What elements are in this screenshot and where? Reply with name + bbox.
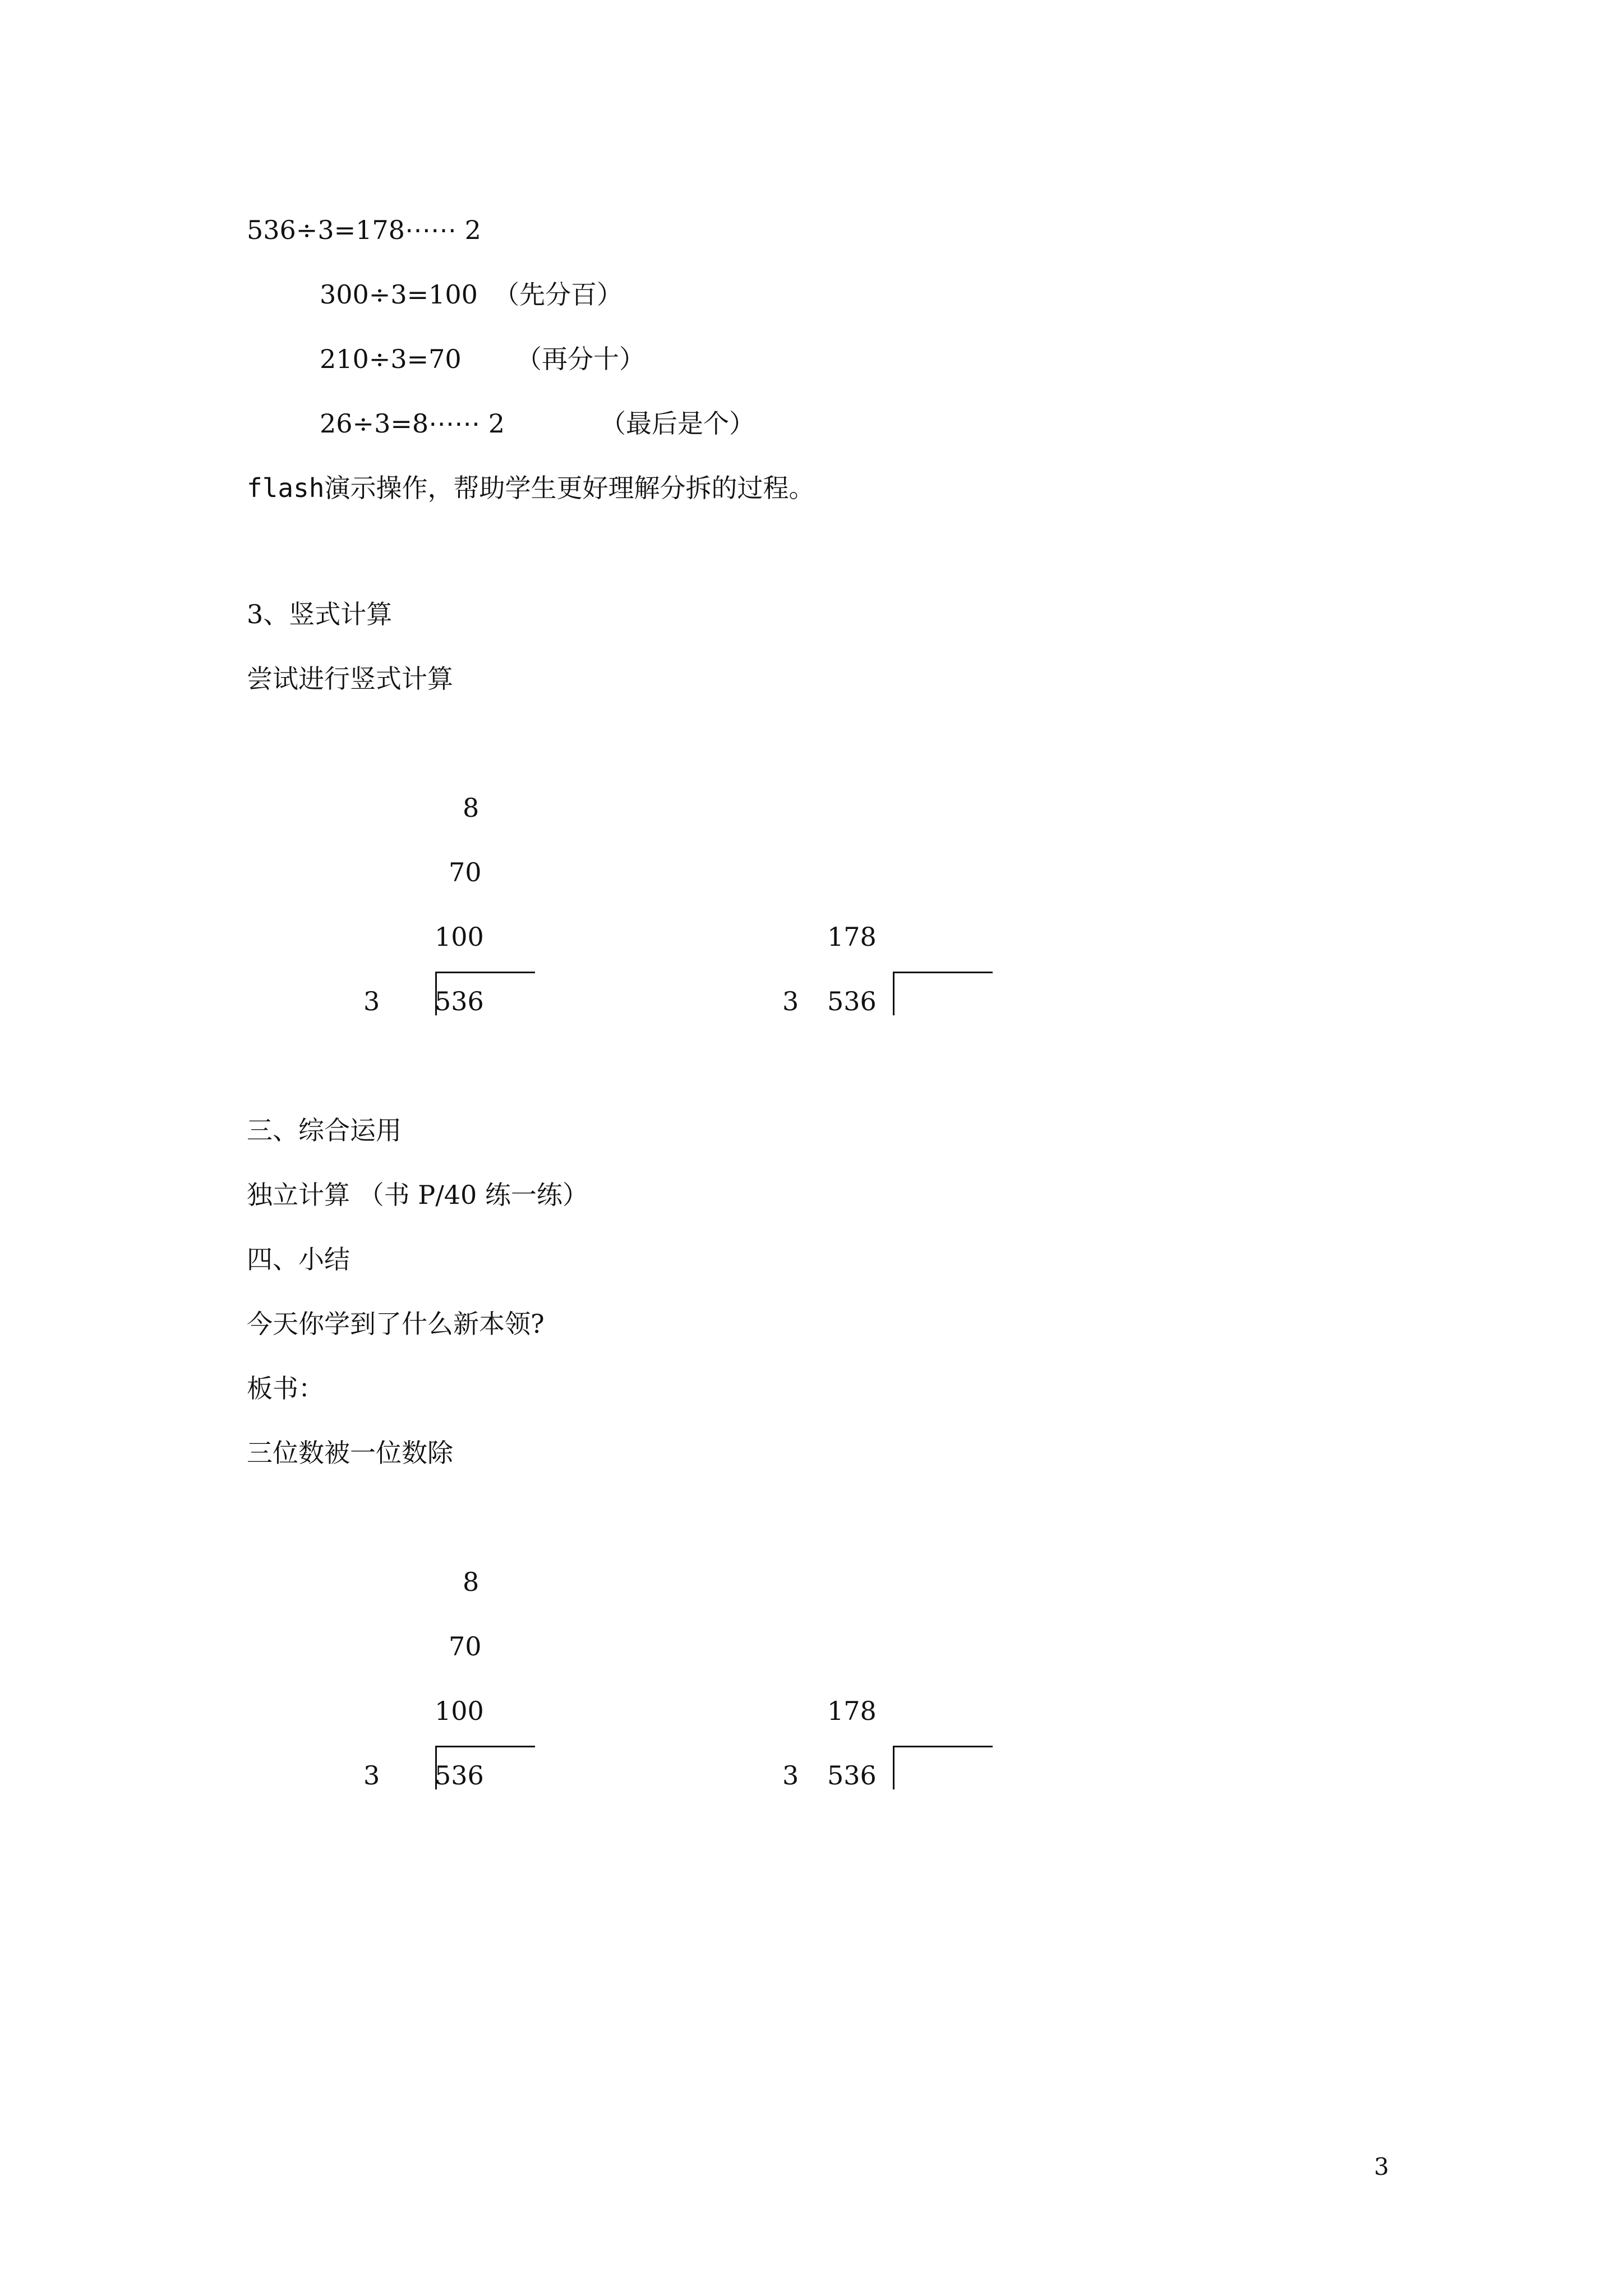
step-2-equation: 210÷3=70: [320, 344, 462, 374]
partial-quotient-hundreds: 100: [435, 922, 484, 952]
page-number: 3: [1374, 2153, 1389, 2180]
quotient: 178: [827, 922, 877, 952]
summary-question: 今天你学到了什么新本领?: [247, 1309, 545, 1339]
section-apply-heading: 三、综合运用: [247, 1115, 402, 1145]
flash-word: flash: [247, 473, 325, 503]
section-3-heading: 3、竖式计算: [247, 599, 393, 629]
division-bracket: [893, 1746, 993, 1789]
quotient: 178: [827, 1696, 877, 1726]
divisor: 3: [782, 1760, 799, 1791]
flash-text: 演示操作，帮助学生更好理解分拆的过程。: [324, 473, 815, 503]
division-bracket: [893, 972, 993, 1015]
partial-quotient-tens: 70: [449, 1631, 482, 1662]
partial-quotient-ones: 8: [463, 793, 479, 823]
partial-quotient-tens: 70: [449, 857, 482, 887]
divisor: 3: [363, 1760, 380, 1791]
step-3-note: （最后是个）: [600, 408, 755, 439]
step-2-note: （再分十）: [516, 344, 645, 374]
main-equation: 536÷3=178⋯⋯ 2: [247, 215, 481, 245]
section-summary-heading: 四、小结: [247, 1244, 350, 1274]
board-title: 三位数被一位数除: [247, 1438, 453, 1468]
dividend: 536: [435, 1760, 484, 1791]
divisor: 3: [782, 986, 799, 1016]
dividend: 536: [827, 1760, 877, 1791]
partial-quotient-hundreds: 100: [435, 1696, 484, 1726]
dividend: 536: [827, 986, 877, 1016]
step-1-note: （先分百）: [494, 279, 623, 310]
flash-line: [247, 471, 814, 505]
partial-quotient-ones: 8: [463, 1567, 479, 1597]
divisor: 3: [363, 986, 380, 1016]
board-label: 板书：: [247, 1373, 324, 1404]
section-3-instruction: 尝试进行竖式计算: [247, 664, 453, 694]
section-apply-task: 独立计算 （书 P/40 练一练）: [247, 1180, 588, 1210]
step-1-equation: 300÷3=100: [320, 279, 478, 310]
step-3-equation: 26÷3=8⋯⋯ 2: [320, 408, 505, 439]
dividend: 536: [435, 986, 484, 1016]
